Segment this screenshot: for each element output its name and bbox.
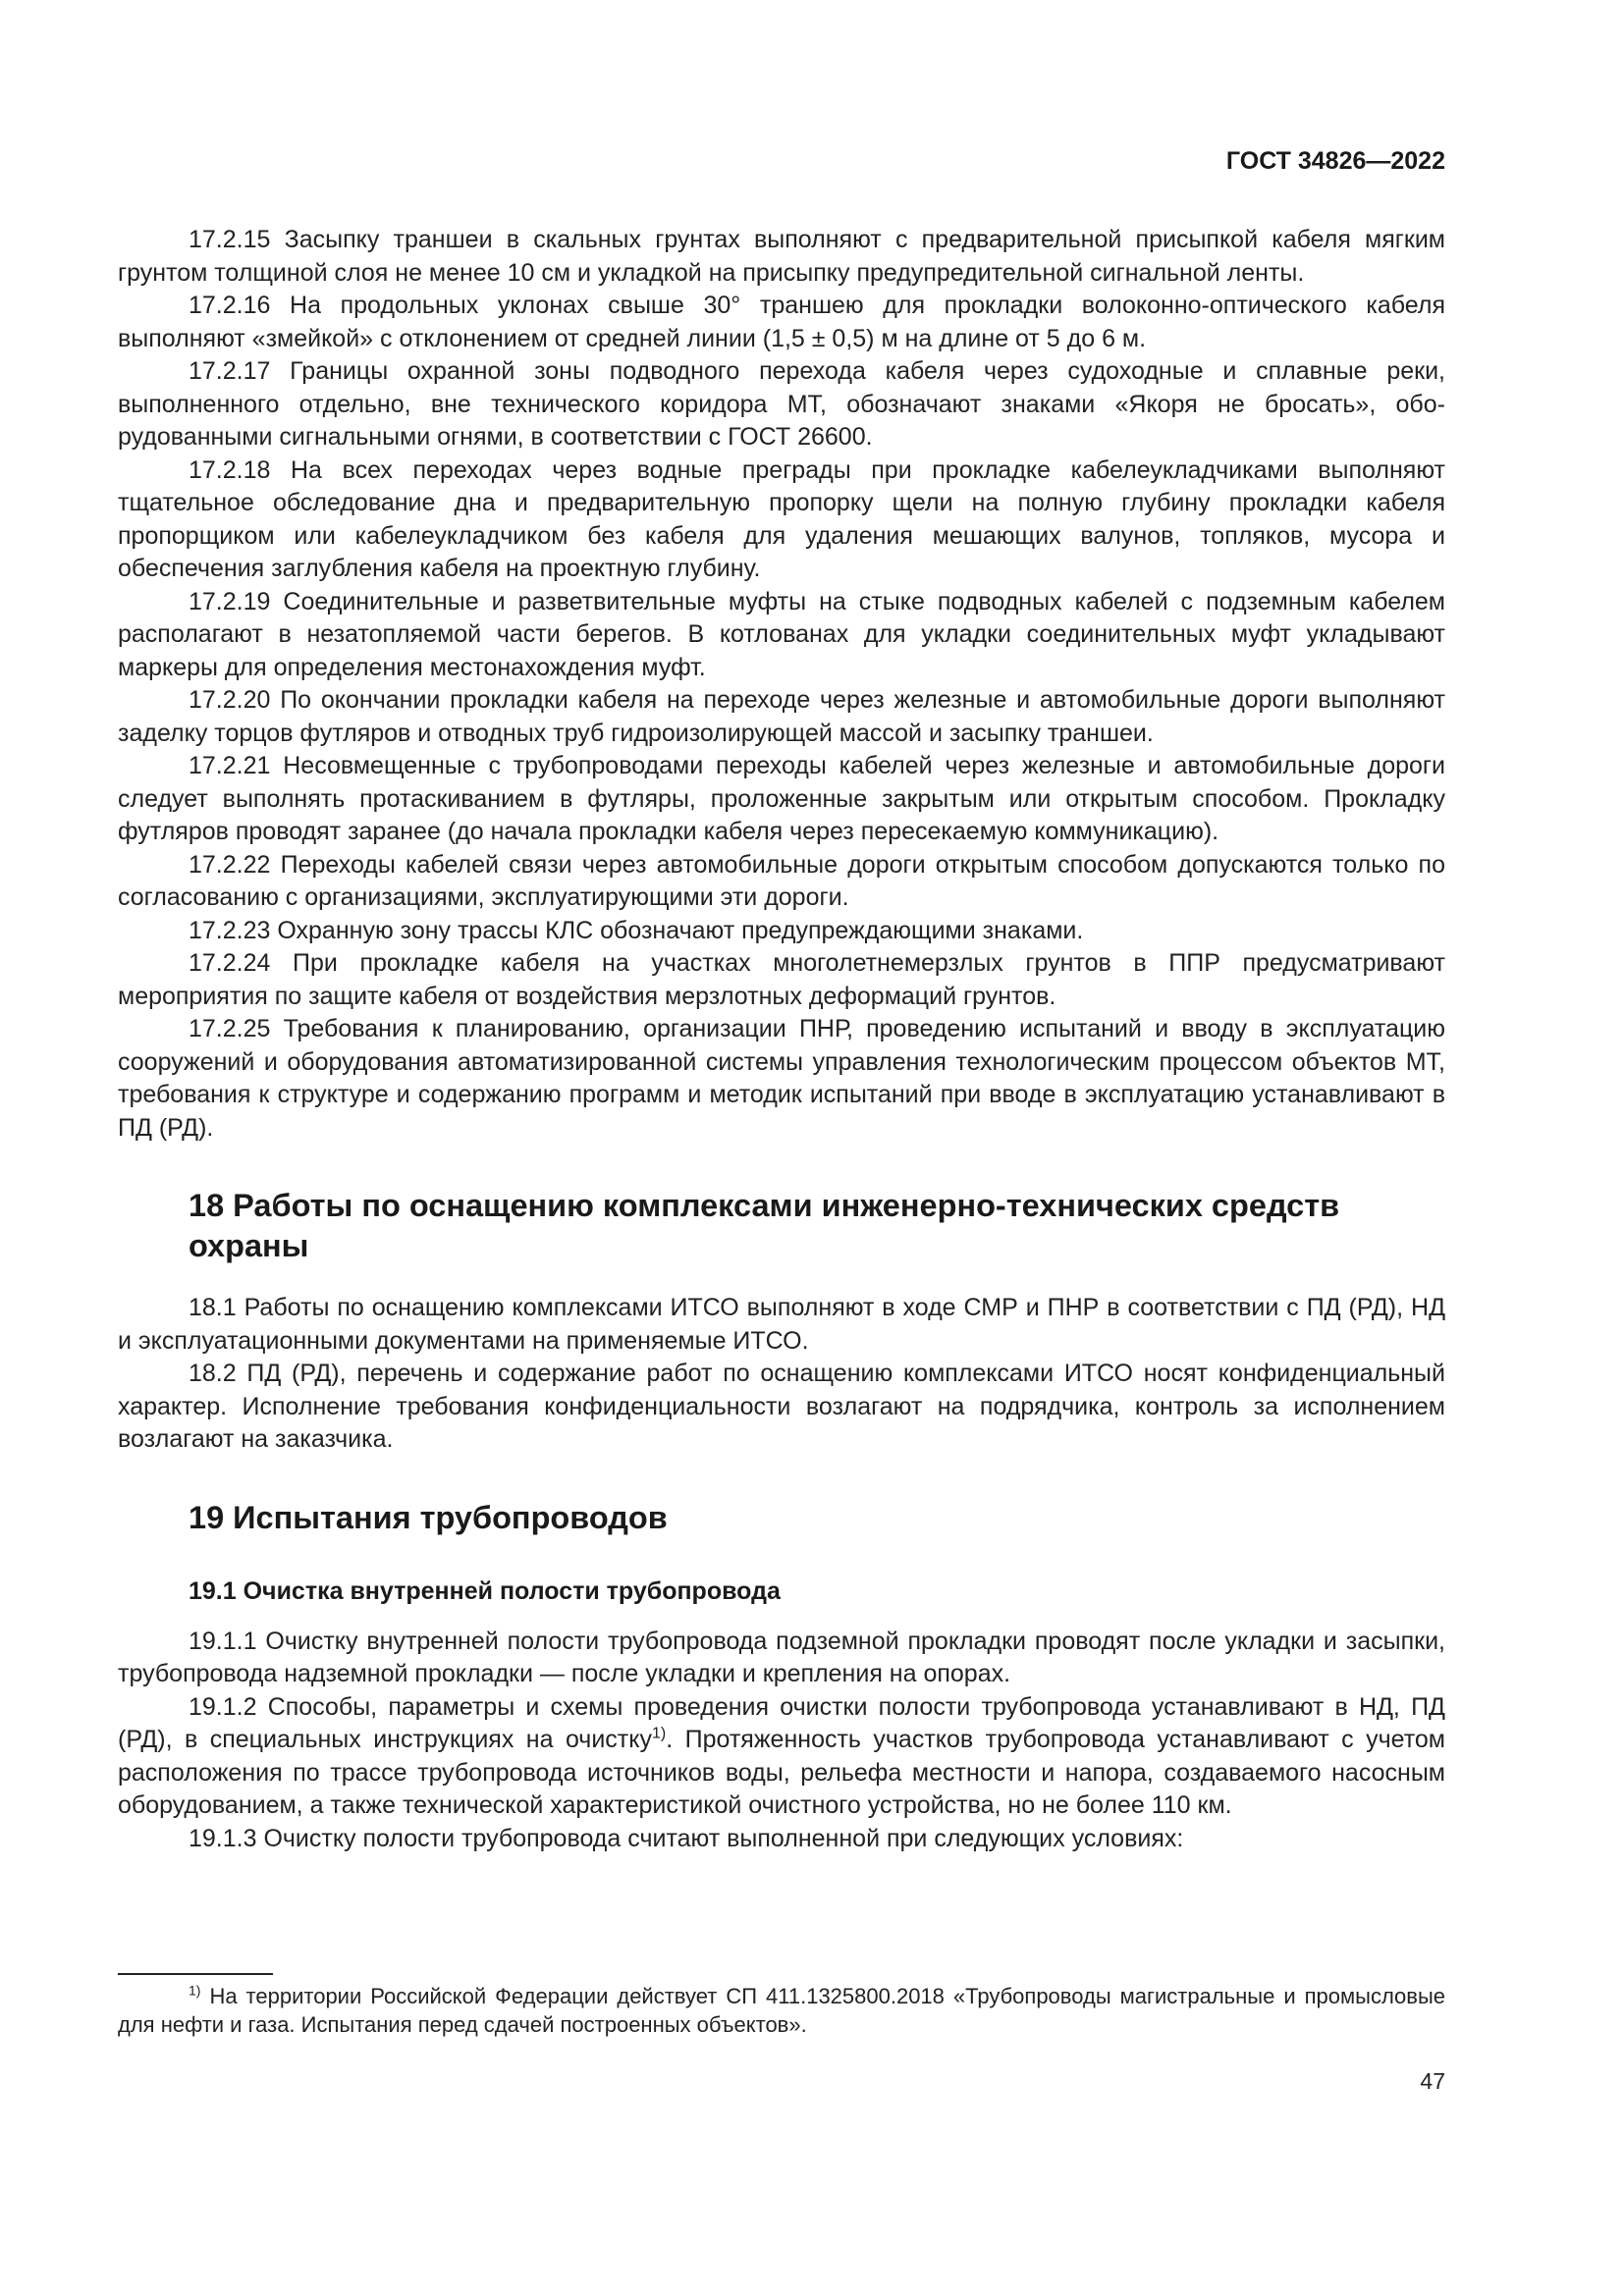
paragraph-17-2-17: 17.2.17 Границы охранной зоны подводного перехода кабеля через судоходные и сплавные реки, выполненного отдельно, вне технического коридора МТ, обозначают знаками «Якоря не бросать», оборудованными сигнальными огнями, в соответствии с ГОСТ 26600.: [118, 357, 1445, 451]
subsection-19-1-heading: 19.1 Очистка внутренней полости трубопровода: [189, 1576, 781, 1605]
paragraph-17-2-22: 17.2.22 Переходы кабелей связи через автомобильные дороги открытым способом допускаются только по согласованию с организациями, эксплуатирующими эти дороги.: [118, 850, 1445, 911]
footnote: [118, 1983, 1445, 2039]
footnote-marker: 1): [189, 1982, 201, 1999]
paragraph-17-2-21: 17.2.21 Несовмещенные с трубопроводами переходы кабелей через железные и автомобильные дороги следует выполнять протаскиванием в футляры, проложенные закрытым или открытым способом. Прокладку футляров проводят заранее (до начала прокладки кабеля через пересекаемую коммуникацию).: [118, 752, 1445, 845]
paragraph-17-2-23: 17.2.23 Охранную зону трассы КЛС обозначают предупреждающими знаками.: [189, 916, 1084, 944]
footnote-reference: 1): [651, 1725, 667, 1742]
document-header: ГОСТ 34826—2022: [1225, 147, 1445, 175]
paragraph-19-1-2-text-a: 19.1.2 Способы, параметры и схемы проведения очистки полости трубопровода устанавливают в НД, ПД (РД), в специальных инструкциях на очистку: [118, 1692, 1445, 1753]
paragraph-19-1-2: [118, 1691, 1445, 1823]
paragraph-17-2-19: 17.2.19 Соединительные и разветвительные муфты на стыке подводных кабелей с подземным кабелем располагают в незатопляемой части берегов. В котлованах для укладки соединительных муфт укладывают маркеры для определения местонахождения муфт.: [118, 587, 1445, 681]
paragraph-17-2-20: 17.2.20 По окончании прокладки кабеля на переходе через железные и автомобильные дороги выполняют заделку торцов футляров и отводных труб гидроизолирующей массой и засыпку траншеи.: [118, 686, 1445, 747]
footnote-divider: [118, 1973, 273, 1975]
paragraph-19-1-1: 19.1.1 Очистку внутренней полости трубопровода подземной прокладки проводят после укладки и засыпки, трубопровода надземной прокладки — после укладки и крепления на опорах.: [118, 1627, 1445, 1687]
paragraph-17-2-15: 17.2.15 Засыпку траншеи в скальных грунтах выполняют с предварительной присыпкой кабеля мягким грунтом толщиной слоя не менее 10 см и укладкой на присыпку предупредительной сигнальной ленты.: [118, 226, 1445, 287]
paragraph-17-2-16: 17.2.16 На продольных уклонах свыше 30° траншею для прокладки волоконно-оптического кабеля выполняют «змейкой» с отклонением от средней линии (1,5 ± 0,5) м на длине от 5 до 6 м.: [118, 292, 1445, 352]
paragraph-19-1-2-text-b: . Протяженность участков трубопровода устанавливают с учетом расположения по трассе трубопровода источников воды, рельефа местности и напора, создаваемого насосным оборудованием, а также технической характеристикой очистного устройства, но не более 110 км.: [118, 1726, 1445, 1819]
section-19-heading: 19 Испытания трубопроводов: [189, 1499, 668, 1535]
paragraph-18-2: 18.2 ПД (РД), перечень и содержание работ по оснащению комплексами ИТСО носят конфиденциальный характер. Исполнение требования конфиденциальности возлагают на подрядчика, контроль за исполнением возлагают на заказчика.: [118, 1360, 1445, 1453]
section-18-heading: 18 Работы по оснащению комплексами инженерно-технических средств охраны: [189, 1188, 1340, 1263]
paragraph-17-2-24: 17.2.24 При прокладке кабеля на участках многолетнемерзлых грунтов в ППР предусматривают мероприятия по защите кабеля от воздействия мерзлотных деформаций грунтов.: [118, 949, 1445, 1010]
paragraph-18-1: 18.1 Работы по оснащению комплексами ИТСО выполняют в ходе СМР и ПНР в соответствии с ПД (РД), НД и эксплуатационными документами на применяемые ИТСО.: [118, 1294, 1445, 1355]
main-content: [118, 224, 1445, 1855]
footnote-text: На территории Российской Федерации действует СП 411.1325800.2018 «Трубопроводы магистральные и промысловые для нефти и газа. Испытания перед сдачей построенных объектов».: [118, 1984, 1445, 2037]
page-number: 47: [1420, 2068, 1445, 2094]
paragraph-19-1-3: 19.1.3 Очистку полости трубопровода считают выполненной при следующих условиях:: [189, 1824, 1184, 1852]
paragraph-17-2-25: 17.2.25 Требования к планированию, организации ПНР, проведению испытаний и вводу в эксплуатацию сооружений и оборудования автоматизированной системы управления технологическим процессом объектов МТ, требования к структуре и содержанию программ и методик испытаний при вводе в эксплуатацию устанавливают в ПД (РД).: [118, 1015, 1445, 1142]
paragraph-17-2-18: 17.2.18 На всех переходах через водные преграды при прокладке кабелеукладчиками выполняют тщательное обследование дна и предварительную пропорку щели на полную глубину прокладки кабеля пропорщиком или кабелеукладчиком без кабеля для удаления мешающих валунов, топляков, мусора и обеспечения заглубления кабеля на проектную глубину.: [118, 455, 1445, 582]
